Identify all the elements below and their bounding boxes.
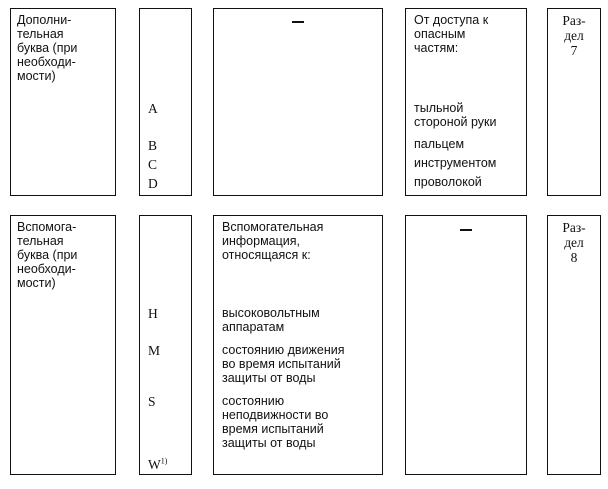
row2-col4-box: [405, 215, 527, 475]
row2-letter-w: $W^{1)}$: [148, 456, 168, 472]
row1-item-back-of-hand: тыльной стороной руки: [414, 101, 497, 129]
row2-category-label: Вспомога- тельная буква (при необходи- мости): [17, 220, 78, 290]
row1-letter-b: B: [148, 138, 158, 153]
row1-protection-heading: От доступа к опасным частям:: [414, 13, 489, 55]
row1-letter-c: C: [148, 157, 158, 172]
footnote-mark: 1): [160, 456, 168, 466]
row2-letter-h: H: [148, 306, 158, 321]
row2-info-heading: Вспомогательная информация, относящаяся к:: [222, 220, 324, 262]
row1-letter-d: D: [148, 176, 158, 191]
row2-item-stationary: состоянию неподвижности во время испытаний защиты от воды: [222, 394, 329, 450]
row1-col3-box: [213, 8, 383, 196]
row2-item-high-voltage: высоковольтным аппаратам: [222, 306, 320, 334]
row1-category-label: Дополни- тельная буква (при необходи- мости): [17, 13, 78, 83]
row2-section-ref: Раз- дел 8: [562, 220, 586, 265]
row1-letters-box: [139, 8, 192, 196]
row2-letter-s: S: [148, 394, 156, 409]
row2-item-moving: состоянию движения во время испытаний защиты от воды: [222, 343, 345, 385]
row1-item-tool: инструментом: [414, 156, 497, 170]
row2-letters-box: [139, 215, 192, 475]
row1-item-finger: пальцем: [414, 137, 465, 151]
row2-letter-m: M: [148, 343, 161, 358]
row1-col3-dash: [292, 21, 304, 23]
row1-item-wire: проволокой: [414, 175, 482, 189]
row1-section-ref: Раз- дел 7: [562, 13, 586, 58]
row1-letter-a: A: [148, 101, 158, 116]
row2-col4-dash: [460, 229, 472, 231]
